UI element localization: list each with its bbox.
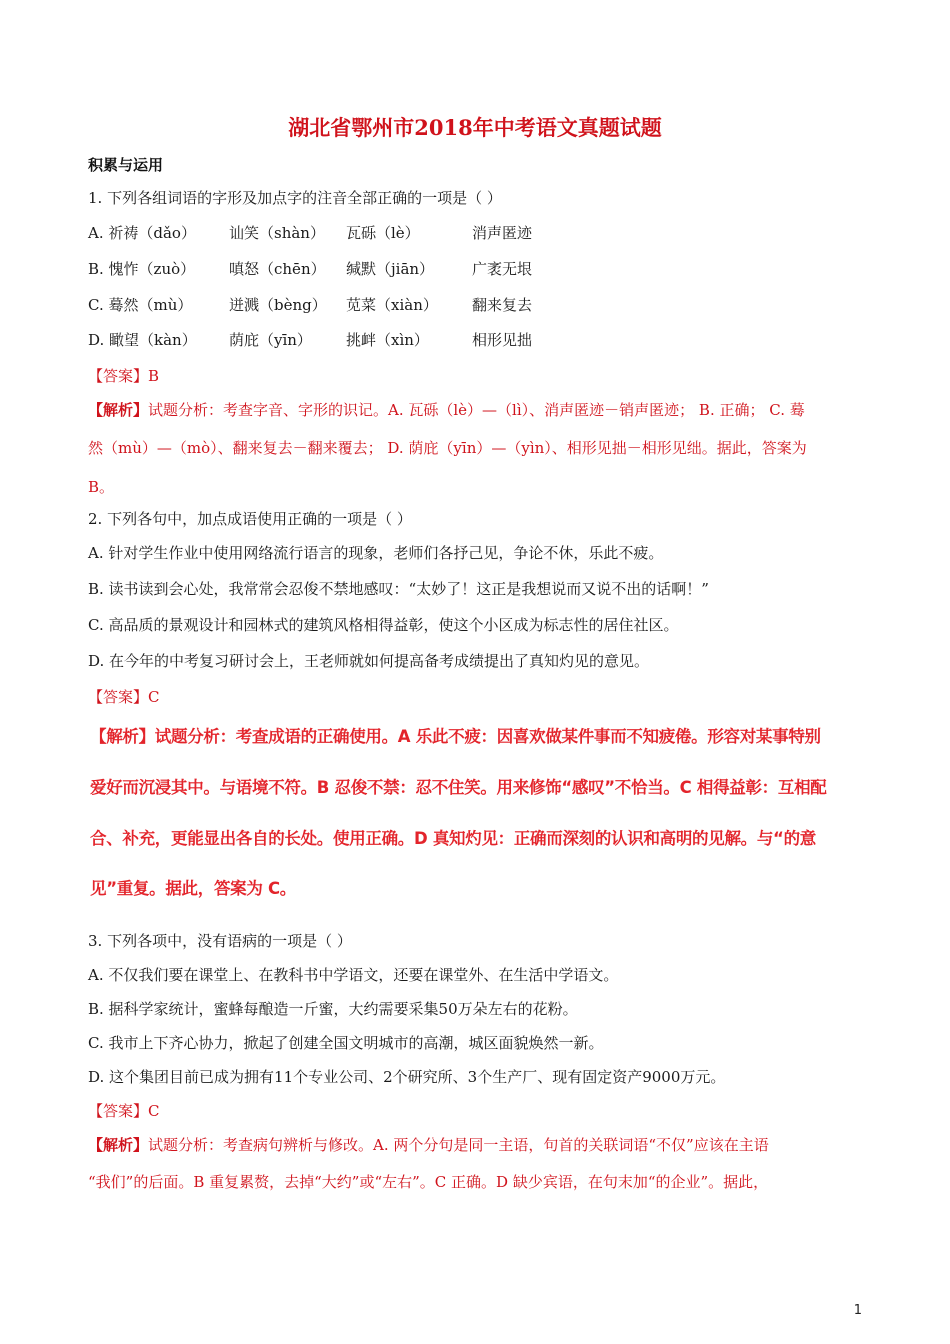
q1-analysis-label: 【解析】 — [88, 401, 149, 419]
q3-analysis-line-1 — [88, 1134, 769, 1155]
q1-row-c-col4: 翻来复去 — [472, 296, 533, 314]
q1-stem: 1. 下列各组词语的字形及加点字的注音全部正确的一项是（ ） — [88, 189, 502, 207]
q3-analysis-label: 【解析】 — [88, 1136, 149, 1154]
q1-row-d-col2: 荫庇（yīn） — [229, 331, 312, 349]
q2-analysis-line-4: 见”重复。据此，答案为 C。 — [90, 879, 296, 898]
page-title: 湖北省鄂州市2018年中考语文真题试题 — [288, 115, 662, 140]
q1-row-d-col3: 挑衅（xìn） — [346, 331, 429, 349]
q1-analysis-line-1 — [88, 399, 805, 420]
q1-answer: 【答案】B — [88, 367, 160, 385]
q1-row-b-col2: 嗔怒（chēn） — [229, 260, 326, 278]
q1-row-b-col1: B. 愧怍（zuò） — [88, 260, 196, 278]
q3-stem: 3. 下列各项中，没有语病的一项是（ ） — [88, 932, 352, 950]
q3-analysis-line-2: “我们”的后面。B 重复累赘，去掉“大约”或“左右”。C 正确。D 缺少宾语，在句末加“的企业”。据此， — [88, 1173, 769, 1191]
q2-analysis-line-2: 爱好而沉浸其中。与语境不符。B 忍俊不禁：忍不住笑。用来修饰“感叹”不恰当。C 相得益彰：互相配 — [90, 778, 827, 797]
q2-option-a: A. 针对学生作业中使用网络流行语言的现象，老师们各抒己见，争论不休，乐此不疲。 — [88, 544, 664, 562]
q3-answer: 【答案】C — [88, 1102, 160, 1120]
section-heading: 积累与运用 — [88, 156, 164, 174]
q2-option-c: C. 高品质的景观设计和园林式的建筑风格相得益彰，使这个小区成为标志性的居住社区。 — [88, 616, 679, 634]
q1-row-a-col4: 消声匿迹 — [472, 224, 533, 242]
q2-analysis-line-1: 【解析】试题分析：考查成语的正确使用。A 乐此不疲：因喜欢做某件事而不知疲倦。形容对某事特别 — [90, 727, 821, 746]
q1-row-d-col1: D. 瞰望（kàn） — [88, 331, 197, 349]
q3-option-a: A. 不仅我们要在课堂上、在教科书中学语文，还要在课堂外、在生活中学语文。 — [88, 966, 619, 984]
q1-analysis-text: 试题分析：考查字音、字形的识记。A. 瓦砾（lè）—（lì）、消声匿迹－销声匿迹； B. 正确； C. 蓦 — [148, 401, 805, 419]
q1-row-d-col4: 相形见拙 — [472, 331, 533, 349]
q3-option-c: C. 我市上下齐心协力，掀起了创建全国文明城市的高潮，城区面貌焕然一新。 — [88, 1034, 604, 1052]
q2-option-b: B. 读书读到会心处，我常常会忍俊不禁地感叹：“太妙了！这正是我想说而又说不出的话啊！” — [88, 580, 709, 598]
q1-row-c-col1: C. 蓦然（mù） — [88, 296, 193, 314]
page-number: 1 — [853, 1303, 862, 1318]
q1-row-a-col3: 瓦砾（lè） — [346, 224, 420, 242]
q3-option-d: D. 这个集团目前已成为拥有11个专业公司、2个研究所、3个生产厂、现有固定资产9000万元。 — [88, 1068, 726, 1086]
q2-stem: 2. 下列各句中，加点成语使用正确的一项是（ ） — [88, 510, 412, 528]
q1-analysis-line-2: 然（mù）—（mò）、翻来复去－翻来覆去； D. 荫庇（yīn）—（yìn）、相形见拙－相形见绌。据此，答案为 — [88, 439, 807, 457]
q1-row-a-col2: 讪笑（shàn） — [229, 224, 325, 242]
q1-row-a-col1: A. 祈祷（dǎo） — [88, 224, 196, 242]
q1-row-b-col3: 缄默（jiān） — [346, 260, 435, 278]
q1-row-c-col3: 苋菜（xiàn） — [346, 296, 438, 314]
q3-analysis-text: 试题分析：考查病句辨析与修改。A. 两个分句是同一主语，句首的关联词语“不仅”应该在主语 — [148, 1136, 769, 1154]
q2-option-d: D. 在今年的中考复习研讨会上，王老师就如何提高备考成绩提出了真知灼见的意见。 — [88, 652, 650, 670]
q1-row-b-col4: 广袤无垠 — [472, 260, 533, 278]
q2-analysis-line-3: 合、补充，更能显出各自的长处。使用正确。D 真知灼见：正确而深刻的认识和高明的见解。与“的意 — [90, 829, 816, 848]
q1-row-c-col2: 迸溅（bèng） — [229, 296, 327, 314]
q2-answer: 【答案】C — [88, 688, 160, 706]
q3-option-b: B. 据科学家统计，蜜蜂每酿造一斤蜜，大约需要采集50万朵左右的花粉。 — [88, 1000, 578, 1018]
q1-analysis-line-3: B。 — [88, 478, 115, 496]
